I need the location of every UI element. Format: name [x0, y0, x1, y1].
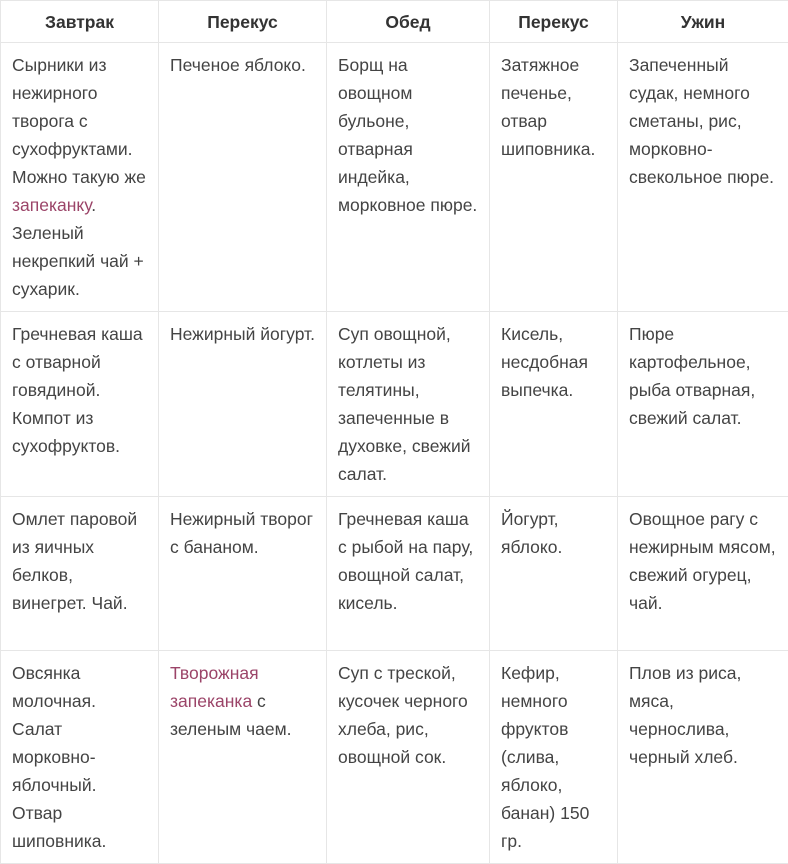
cell-snack-2: Йогурт, яблоко. — [490, 497, 618, 651]
table-row — [1, 651, 788, 864]
cell-snack-1: Печеное яблоко. — [159, 43, 327, 312]
cell-lunch: Суп с треской, кусочек черного хлеба, рис, овощной сок. — [327, 651, 490, 864]
cell-dinner: Пюре картофельное, рыба отварная, свежий салат. — [618, 312, 788, 497]
cell-dinner: Плов из риса, мяса, чернослива, черный хлеб. — [618, 651, 788, 864]
cell-snack-2: Кефир, немного фруктов (слива, яблоко, банан) 150 гр. — [490, 651, 618, 864]
cell-dinner: Запеченный судак, немного сметаны, рис, морковно-свекольное пюре. — [618, 43, 788, 312]
cell-lunch: Гречневая каша с рыбой на пару, овощной салат, кисель. — [327, 497, 490, 651]
cottage-casserole-link[interactable]: Творожная запеканка — [170, 663, 259, 711]
cell-snack-1: Нежирный йогурт. — [159, 312, 327, 497]
cell-dinner: Овощное рагу с нежирным мясом, свежий огурец, чай. — [618, 497, 788, 651]
cell-lunch: Суп овощной, котлеты из телятины, запеченные в духовке, свежий салат. — [327, 312, 490, 497]
cell-snack-2: Кисель, несдобная выпечка. — [490, 312, 618, 497]
cell-breakfast: Овсянка молочная. Салат морковно-яблочный. Отвар шиповника. — [1, 651, 159, 864]
cell-text: . Зеленый некрепкий чай + сухарик. — [12, 195, 144, 299]
header-breakfast: Завтрак — [1, 1, 159, 43]
cell-breakfast: Омлет паровой из яичных белков, винегрет. Чай. — [1, 497, 159, 651]
cell-breakfast: Гречневая каша с отварной говядиной. Компот из сухофруктов. — [1, 312, 159, 497]
cell-text: с зеленым чаем. — [170, 691, 292, 739]
table-body — [1, 43, 788, 864]
cell-lunch: Борщ на овощном бульоне, отварная индейка, морковное пюре. — [327, 43, 490, 312]
cell-snack-2: Затяжное печенье, отвар шиповника. — [490, 43, 618, 312]
cell-snack-1: Нежирный творог с бананом. — [159, 497, 327, 651]
cell-snack-1 — [159, 651, 327, 864]
cell-text: Сырники из нежирного творога с сухофруктами. Можно такую же — [12, 55, 146, 187]
header-row — [1, 1, 788, 43]
header-lunch: Обед — [327, 1, 490, 43]
cell-breakfast — [1, 43, 159, 312]
table-row — [1, 43, 788, 312]
header-snack-1: Перекус — [159, 1, 327, 43]
table-row — [1, 312, 788, 497]
header-dinner: Ужин — [618, 1, 788, 43]
table-row — [1, 497, 788, 651]
casserole-link[interactable]: запеканку — [12, 195, 91, 215]
header-snack-2: Перекус — [490, 1, 618, 43]
table-header — [1, 1, 788, 43]
